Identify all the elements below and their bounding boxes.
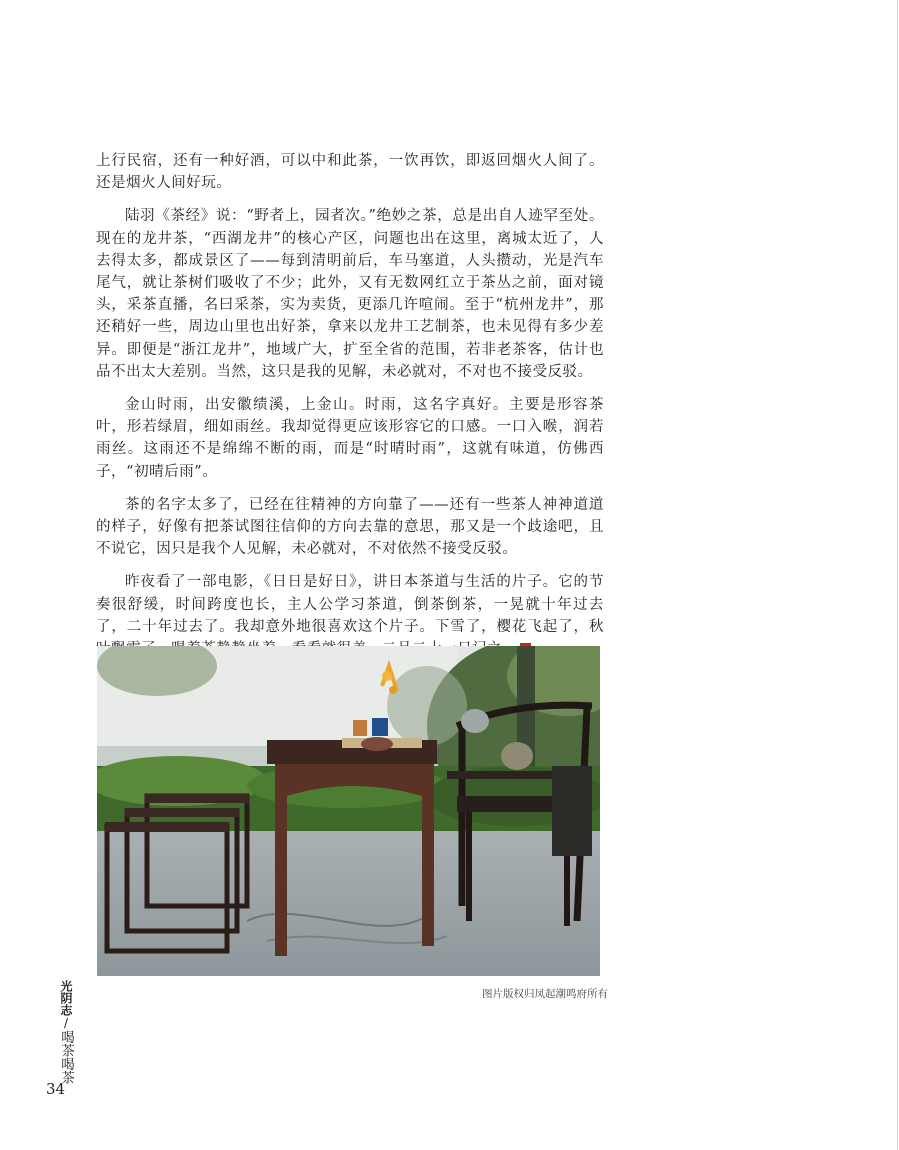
section-title: 喝茶喝茶 bbox=[58, 1030, 74, 1084]
paragraph: 茶的名字太多了，已经在往精神的方向靠了——还有一些茶人神神道道的样子，好像有把茶试图往信仰的方向去靠的意思，那又是一个歧途吧，且不说它，因只是我个人见解，未必就对，不对依然不接受反驳。 bbox=[96, 496, 604, 558]
section-label bbox=[36, 980, 76, 1084]
paragraph: 上行民宿，还有一种好酒，可以中和此茶，一饮再饮，即返回烟火人间了。还是烟火人间好玩。 bbox=[96, 153, 604, 192]
magazine-brand: 光阴志 bbox=[59, 980, 73, 1016]
page-number: 34 bbox=[46, 1080, 66, 1098]
page-edge-divider bbox=[897, 0, 898, 1150]
photo-illustration bbox=[97, 646, 600, 976]
paragraph: 金山时雨，出安徽绩溪，上金山。时雨，这名字真好。主要是形容茶叶，形若绿眉，细如雨丝。我却觉得更应该形容它的口感。一口入喉，润若雨丝。这雨还不是绵绵不断的雨，而是“时晴时雨”，这就有味道，仿佛西子，“初晴后雨”。 bbox=[96, 397, 604, 480]
paragraph: 陆羽《茶经》说：“野者上，园者次。”绝妙之茶，总是出自人迹罕至处。现在的龙井茶，“西湖龙井”的核心产区，问题也出在这里，离城太近了，人去得太多，都成景区了——每到清明前后，车马塞道，人头攒动，光是汽车尾气，就让茶树们吸收了不少；此外，又有无数网红立于茶丛之前，面对镜头，采茶直播，名曰采茶，实为卖货，更添几许喧闹。至于“杭州龙井”，那还稍好一些，周边山里也出好茶，拿来以龙井工艺制茶，也未见得有多少差异。即便是“浙江龙井”，地域广大，扩至全省的范围，若非老茶客，估计也品不出太大差别。当然，这只是我的见解，未必就对，不对也不接受反驳。 bbox=[96, 208, 604, 380]
article-body bbox=[96, 150, 604, 671]
paragraph-text: 昨夜看了一部电影，《日日是好日》，讲日本茶道与生活的片子。它的节奏很舒缓，时间跨度也长，主人公学习茶道，倒茶倒茶，一晃就十年过去了，二十年过去了。我却意外地很喜欢这个片子。下雪了，樱花飞起了，秋 bbox=[96, 574, 604, 635]
photo-caption: 图片版权归凤起潮鸣府所有 bbox=[482, 988, 608, 1000]
tea-table-photo bbox=[97, 646, 600, 976]
brand-separator: / bbox=[59, 1016, 73, 1030]
